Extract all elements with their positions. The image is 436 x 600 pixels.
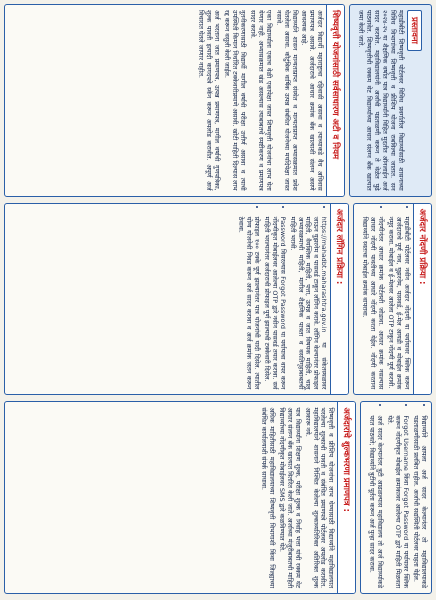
column-1 — [4, 4, 432, 197]
fee-box — [4, 401, 356, 594]
login-item: • प्रोफाइल १०० टक्के पूर्ण झाल्यानंतर पात्र योजनांची यादी दिसेल. त्यातील योग्य योजनेची निवड करून अर्ज सादर करावा व अर्ज क्रमांक जतन करून ठेवावा. — [236, 217, 260, 390]
login-box — [4, 203, 349, 396]
column-3 — [4, 401, 432, 594]
login-item: • https://mahadbt.maharashtra.gov.in या संकेतस्थळावर जाऊन युझरनेम व पासवर्ड टाकून लॉगिन करावे. लॉगिन केल्यानंतर प्रोफाइल माहिती, वैयक्तिक माहिती, पत्ता, उत्पन्न व जात विषयक माहिती, चालू अभ्यासक्रमाची माहिती, मागील शैक्षणिक पात्रता व वसतिगृहाबाबतची माहिती भरावी. — [288, 217, 328, 390]
rules-title: शिष्यवृत्ती योजनांसाठी सर्वसाधारण अटी व नियम — [326, 5, 344, 196]
fee-title: अर्जदारांचे शुल्कभरणा प्रमाणपत्र : — [337, 402, 355, 593]
registration-item: • महाडीबीटी पोर्टलवर नवीन अर्जदार नोंदणी या पर्यायावर क्लिक करून अर्जदाराचे पूर्ण नाव, युझरनेम, पासवर्ड, ई-मेल आयडी व मोबाईल क्रमांक नमूद करावा. मोबाईल व ई-मेलवर आलेला OTP टाकून नोंदणी पूर्ण करावी. — [386, 217, 410, 390]
status-box — [360, 401, 432, 594]
rules-paragraph: अर्ज भरताना जात प्रमाणपत्र, उत्पन्न प्रमाणपत्र, मागील वर्षाची गुणपत्रिका, शुल्क पावती इत्यादी कागदपत्रे स्कॅन करून अपलोड करावीत. अपूर्ण अर्ज विचारात घेतले जाणार नाहीत. — [197, 10, 222, 191]
status-item: • अर्ज सादर केल्यानंतर त्रुटी आढळल्यास महाविद्यालय तो अर्ज विद्यार्थ्याकडे परत पाठवते; विद्यार्थ्याने त्रुटींची पूर्तता करून अर्ज पुन्हा सादर करावा. — [367, 415, 383, 588]
rules-paragraph: नूतनीकरणासाठी विद्यार्थी मागील वर्षाची परीक्षा उत्तीर्ण असावा व त्याची उपस्थिती किमान निर्धारित टक्केवारीप्रमाणे असावी. खोटी माहिती दिल्यास लाभ रद्द करून वसुली केली जाईल. — [223, 10, 247, 191]
rules-paragraph: विद्यार्थ्याने शासन मान्यताप्राप्त संस्थेत व मान्यताप्राप्त अभ्यासक्रमात प्रवेश घेतलेला असावा. कौटुंबिक वार्षिक उत्पन्न संबंधित योजनेच्या मर्यादेपेक्षा जास्त नसावे. — [274, 10, 299, 191]
intro-box — [349, 4, 432, 197]
registration-title: अर्जदार नोंदणी प्रक्रिया : — [413, 204, 431, 395]
registration-item: • नोंदणीनंतर आधार क्रमांक पोर्टलशी जोडावा. आधार क्रमांक नसल्यास आधार नोंदणी पावतीच्या आधारे नोंदणी करता येईल. नोंदणी करताना विद्यार्थ्याने स्वतःचा मोबाईल क्रमांक वापरावा. — [360, 217, 384, 390]
intro-text: महाडीबीटी शिष्यवृत्ती पोर्टलवर विविध प्रवर्गातील विद्यार्थ्यांसाठी शासनाच्या विविध विभागांच्या शिष्यवृत्ती व फ्रीशिप योजना राबविल्या जातात. सन २०२४-२५ या शैक्षणिक वर्षात पात्र विद्यार्थ्यांनी विहित मुदतीत ऑनलाईन अर्ज सादर करावेत. महाविद्यालयांनी अर्जांची पडताळणी करून ते वेळेत पुढे पाठवावेत. शिष्यवृत्तीची रक्कम थेट विद्यार्थ्यांच्या आधार संलग्न बँक खात्यात जमा केली जाते. — [357, 10, 405, 191]
rules-paragraph: अर्जदार विद्यार्थी महाराष्ट्राचा रहिवासी असावा व त्याच्याकडे वैध अधिवास प्रमाणपत्र असावे. अर्जदाराचे आधार क्रमांक बँक खात्याशी संलग्न असणे आवश्यक आहे. — [300, 10, 325, 191]
column-2 — [4, 203, 432, 396]
login-item: • Password विसरल्यास Forgot Password या पर्यायाचा वापर करून नोंदणीकृत मोबाईलवर आलेल्या OTP द्वारे नवीन पासवर्ड तयार करावा. सर्व माहिती भरल्यानंतर अर्जदाराची प्रोफाइल पूर्ण झाल्याची टक्केवारी दिसेल. — [262, 217, 286, 390]
rules-box — [4, 4, 345, 197]
rules-paragraph: एका विद्यार्थ्याला एकाच वेळी एकापेक्षा जास्त शिष्यवृत्ती योजनांचा लाभ घेता येणार नाही. अभ्यासक्रमात खंड असल्यास त्याबाबतचे स्पष्टीकरण व प्रमाणपत्र सादर करावे. — [248, 10, 273, 191]
fee-paragraph: अधिक माहितीसाठी महाविद्यालयाच्या शिष्यवृत्ती विभागाशी किंवा जिल्ह्याच्या संबंधित कार्यालयाशी संपर्क साधावा. — [259, 407, 276, 589]
registration-box — [353, 203, 432, 396]
login-title: अर्जदार लॉगिन प्रक्रिया : — [330, 204, 348, 395]
status-item: • विद्यार्थ्याने आपला अर्ज सादर केल्यानंतर तो महाविद्यालयाकडे पडताळणीसाठी प्रलंबित राहील. अर्जाची सद्यस्थिती पोर्टलवर पाहता येईल. — [411, 415, 427, 588]
fee-paragraph: शिष्यवृत्ती व फ्रीशिप योजनांचा लाभ घेण्यासाठी विद्यार्थ्याने महाविद्यालयात भरलेल्या शुल्काची पावती व संबंधित प्रमाणपत्रे पोर्टलवर अपलोड करावीत. महाविद्यालयाने शासनाने निश्चित केलेल्या शुल्काव्यतिरिक्त अतिरिक्त शुल्क आकारू नये. — [303, 407, 336, 589]
intro-title: प्रस्तावना — [407, 10, 422, 51]
status-item: • Forgot Username किंवा Forgot Password या पर्यायावर क्लिक करून नोंदणीकृत मोबाईल क्रमांकावर आलेल्या OTP द्वारे माहिती मिळवता येते. — [385, 415, 409, 588]
fee-paragraph: पात्र विद्यार्थ्यांना शिक्षण शुल्क, परीक्षा शुल्क व निर्वाह भत्ता यांची रक्कम थेट आधार संलग्न बँक खात्यात वितरित केली जाते. अर्जाच्या मंजुरीबाबतची माहिती विद्यार्थ्याच्या नोंदणीकृत मोबाईलवर SMS द्वारे कळविण्यात येते. — [277, 407, 302, 589]
